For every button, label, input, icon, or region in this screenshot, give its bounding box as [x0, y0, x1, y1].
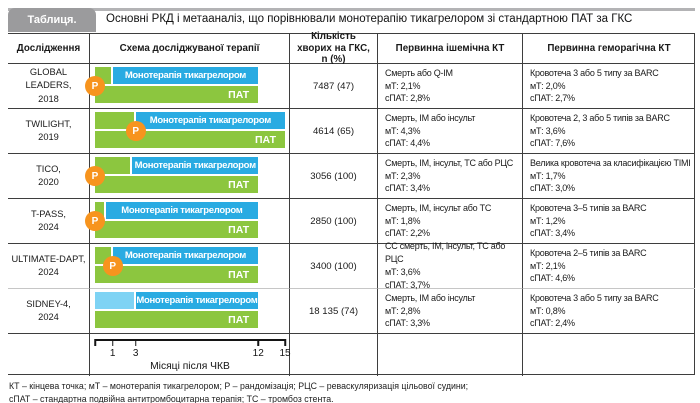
spat-rate: сПАТ: 3,7% — [385, 279, 430, 290]
therapy-scheme-cell — [90, 64, 290, 109]
x-axis-tick-label: 1 — [109, 348, 116, 359]
monotherapy-bar-label: Монотерапія тикагрелором — [124, 250, 247, 261]
dapt-bar — [95, 311, 258, 328]
therapy-timeline — [91, 199, 285, 243]
mt-rate: мТ: 4,3% — [385, 125, 421, 136]
randomization-marker — [85, 166, 105, 186]
monotherapy-bar-label: Монотерапія тикагрелором — [121, 205, 243, 216]
mt-rate: мТ: 2,1% — [385, 80, 421, 91]
patients-count-cell: 4614 (65) — [290, 109, 378, 154]
mt-rate: мТ: 0,8% — [530, 305, 566, 316]
top-rule — [8, 8, 695, 11]
x-axis-tick — [94, 339, 96, 346]
empty-cell — [523, 334, 695, 376]
randomization-letter: Р — [91, 170, 99, 182]
spat-rate: сПАТ: 2,7% — [530, 93, 575, 104]
monotherapy-bar-label: Монотерапія тикагрелором — [134, 160, 256, 171]
randomization-letter: Р — [91, 80, 99, 92]
randomization-marker — [126, 121, 146, 141]
footnote — [9, 380, 694, 403]
dapt-bar — [95, 221, 258, 238]
study-cell — [8, 289, 90, 334]
hemorrhagic-endpoint-cell — [523, 109, 695, 154]
column-header-hemorrhagic: Первинна геморагічна КТ — [523, 34, 695, 64]
study-cell — [8, 154, 90, 199]
spat-rate: сПАТ: 3,0% — [530, 183, 575, 194]
dapt-bar-label: ПАТ — [228, 313, 250, 326]
x-axis-tick-label: 3 — [132, 348, 139, 359]
endpoint-definition: Смерть, ІМ, інсульт або ТС — [385, 202, 492, 213]
dapt-bar-label: ПАТ — [228, 223, 250, 236]
x-axis-tick — [135, 339, 137, 346]
therapy-timeline — [95, 244, 285, 288]
footnote-line-1: КТ – кінцева точка; мТ – монотерапія тикагрелором; Р – рандомізація; РЦС – реваскуляризація цільової судини; — [9, 381, 469, 391]
empty-cell — [8, 334, 90, 376]
spat-rate: сПАТ: 2,8% — [385, 93, 430, 104]
spat-rate: сПАТ: 3,3% — [385, 318, 430, 329]
endpoint-definition: Кровотеча 2–5 типів за BARC — [530, 247, 647, 258]
randomization-marker — [103, 256, 123, 276]
endpoint-definition: Кровотеча 3 або 5 типу за BARC — [530, 67, 659, 78]
ischemic-endpoint-cell — [378, 241, 523, 290]
mt-rate: мТ: 1,8% — [385, 215, 421, 226]
endpoint-definition: Кровотеча 3 або 5 типу за BARC — [530, 292, 659, 303]
dapt-bar — [95, 86, 258, 103]
ticagrelor-monotherapy-bar — [113, 247, 259, 264]
dapt-bar — [95, 131, 285, 148]
dapt-bar-label: ПАТ — [228, 268, 250, 281]
x-axis-tick-label: 15 — [279, 348, 291, 359]
empty-cell — [378, 334, 523, 376]
x-axis-tick — [112, 339, 114, 346]
ischemic-endpoint-cell — [378, 109, 523, 154]
x-axis-tick-label: 12 — [252, 348, 264, 359]
mt-rate: мТ: 2,1% — [530, 260, 566, 271]
therapy-scheme-cell — [90, 199, 290, 244]
dapt-bar — [95, 176, 258, 193]
endpoint-definition: Кровотеча 3–5 типів за BARC — [530, 202, 647, 213]
spat-rate: сПАТ: 2,2% — [385, 228, 430, 239]
endpoint-definition: Смерть або Q-ІМ — [385, 67, 453, 78]
mt-rate: мТ: 3,6% — [530, 125, 566, 136]
therapy-timeline — [95, 289, 285, 333]
randomization-letter: Р — [109, 260, 116, 272]
patients-count-cell: 3056 (100) — [290, 154, 378, 199]
spat-rate: сПАТ: 7,6% — [530, 138, 575, 149]
column-header-ischemic: Первинна ішемічна КТ — [378, 34, 523, 64]
study-year: 2018 — [38, 93, 59, 104]
dapt-bar-label: ПАТ — [228, 178, 250, 191]
patients-count-cell: 2850 (100) — [290, 199, 378, 244]
study-name: ULTIMATE-DAPT, — [11, 253, 86, 264]
x-axis — [95, 339, 291, 375]
therapy-scheme-cell — [90, 154, 290, 199]
monotherapy-bar-label: Монотерапія тикагрелором — [149, 115, 271, 126]
spat-rate: сПАТ: 2,4% — [530, 318, 575, 329]
footnote-line-2: сПАТ – стандартна подвійна антитромбоцитарна терапія; ТС – тромбоз стента. — [9, 393, 334, 403]
ticagrelor-monotherapy-bar — [132, 157, 258, 174]
spat-rate: сПАТ: 4,6% — [530, 273, 575, 284]
study-name: SIDNEY-4, — [26, 298, 71, 309]
study-cell — [8, 244, 90, 289]
study-year: 2024 — [38, 222, 59, 232]
mt-rate: мТ: 1,2% — [530, 215, 566, 226]
hemorrhagic-endpoint-cell — [523, 289, 695, 334]
ischemic-endpoint-cell — [378, 199, 523, 244]
table-title: Основні РКД і метааналіз, що порівнювали монотерапію тикагрелором зі стандартною ПАТ за ГКС — [106, 13, 633, 25]
study-year: 2024 — [38, 312, 59, 322]
hemorrhagic-endpoint-cell — [523, 199, 695, 244]
mt-rate: мТ: 3,6% — [385, 267, 421, 277]
study-name: GLOBAL LEADERS, — [25, 67, 72, 91]
therapy-timeline — [91, 154, 285, 198]
mt-rate: мТ: 2,0% — [530, 80, 566, 91]
x-axis-cell — [90, 334, 290, 376]
ticagrelor-monotherapy-bar — [106, 202, 259, 219]
endpoint-definition: СС смерть, ІМ, інсульт, ТС або РЦС — [385, 241, 506, 265]
study-name: TWILIGHT, — [25, 118, 72, 129]
lead-in-dapt-segment — [95, 292, 134, 309]
study-year: 2020 — [38, 177, 59, 187]
column-header-study: Дослідження — [8, 34, 90, 64]
study-name: T-PASS, — [31, 208, 66, 219]
endpoint-definition: Велика кровотеча за класифікацією TIMI — [530, 157, 691, 168]
endpoint-definition: Смерть, ІМ або інсульт — [385, 112, 476, 123]
table-badge: Таблиця. — [8, 8, 96, 32]
spat-rate: сПАТ: 4,4% — [385, 138, 430, 149]
therapy-timeline — [91, 64, 285, 108]
randomization-letter: Р — [132, 125, 139, 137]
therapy-scheme-cell — [90, 289, 290, 334]
dapt-bar-label: ПАТ — [228, 88, 250, 101]
study-name: TICO, — [36, 163, 61, 174]
monotherapy-bar-label: Монотерапія тикагрелором — [136, 295, 258, 306]
spat-rate: сПАТ: 3,4% — [530, 228, 575, 239]
ticagrelor-monotherapy-bar — [136, 112, 285, 129]
therapy-timeline — [95, 109, 285, 153]
randomization-marker — [85, 76, 105, 96]
empty-cell — [290, 334, 378, 376]
x-axis-tick — [284, 339, 286, 346]
endpoint-definition: Смерть, ІМ, інсульт, ТС або РЦС — [385, 157, 514, 168]
study-cell — [8, 109, 90, 154]
endpoint-definition: Смерть, ІМ або інсульт — [385, 292, 476, 303]
mt-rate: мТ: 1,7% — [530, 170, 566, 181]
randomization-letter: Р — [91, 215, 99, 227]
endpoint-definition: Кровотеча 2, 3 або 5 типів за BARC — [530, 112, 670, 123]
study-year: 2019 — [38, 132, 59, 142]
hemorrhagic-endpoint-cell — [523, 64, 695, 109]
column-header-scheme: Схема досліджуваної терапії — [90, 34, 290, 64]
hemorrhagic-endpoint-cell — [523, 154, 695, 199]
x-axis-tick — [257, 339, 259, 346]
trials-table — [8, 30, 695, 375]
patients-count-cell: 7487 (47) — [290, 64, 378, 109]
column-header-n: Кількість хворих на ГКС, n (%) — [290, 34, 378, 64]
hemorrhagic-endpoint-cell — [523, 244, 695, 289]
ticagrelor-monotherapy-bar — [136, 292, 259, 309]
patients-count-cell: 18 135 (74) — [290, 289, 378, 334]
patients-count-cell: 3400 (100) — [290, 244, 378, 289]
therapy-scheme-cell — [90, 244, 290, 289]
ischemic-endpoint-cell — [378, 154, 523, 199]
ischemic-endpoint-cell — [378, 64, 523, 109]
dapt-bar-label: ПАТ — [254, 133, 276, 146]
spat-rate: сПАТ: 3,4% — [385, 183, 430, 194]
monotherapy-bar-label: Монотерапія тикагрелором — [124, 70, 247, 81]
mt-rate: мТ: 2,3% — [385, 170, 421, 181]
mt-rate: мТ: 2,8% — [385, 305, 421, 316]
study-year: 2024 — [38, 267, 59, 277]
ischemic-endpoint-cell — [378, 289, 523, 334]
study-cell — [8, 199, 90, 244]
x-axis-title: Місяці після ЧКВ — [150, 361, 230, 372]
study-cell — [8, 64, 90, 109]
randomization-marker — [85, 211, 105, 231]
ticagrelor-monotherapy-bar — [113, 67, 259, 84]
therapy-scheme-cell — [90, 109, 290, 154]
